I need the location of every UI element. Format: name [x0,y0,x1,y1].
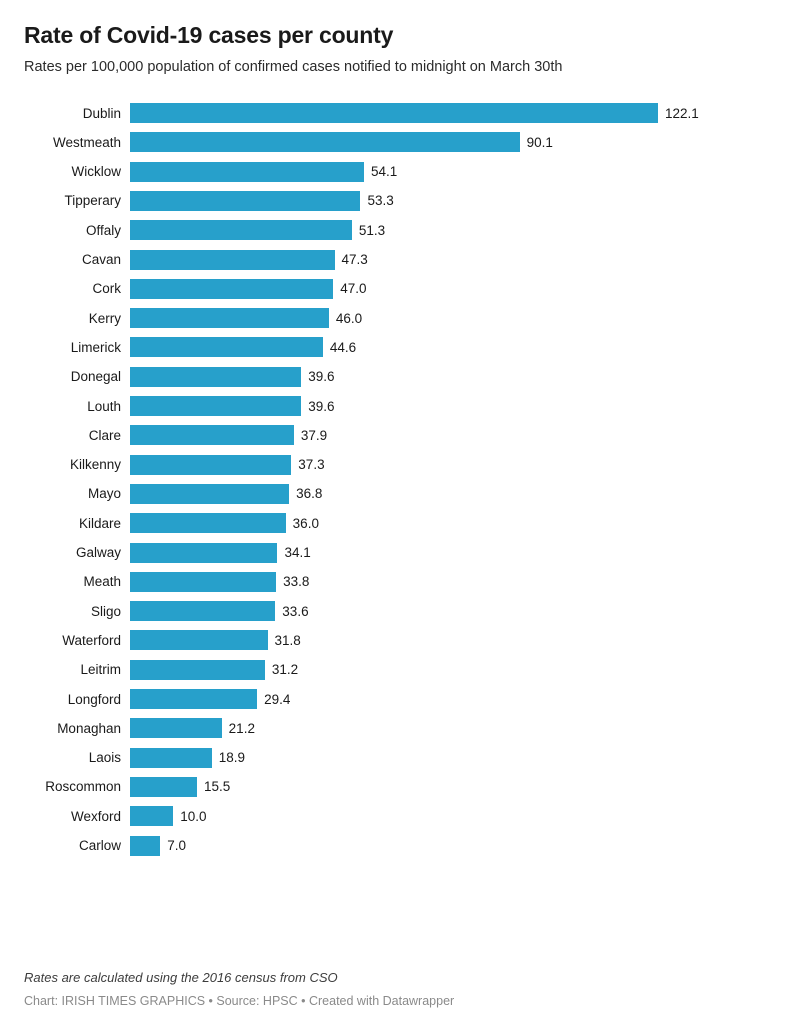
bar-category-label: Longford [67,691,121,707]
bar-track [130,245,776,274]
bar-fill [130,425,294,445]
bar-track [130,743,776,772]
bar-track [130,772,776,801]
bar-fill [130,103,658,123]
bar-value-label: 47.3 [341,252,368,268]
bar-value-label: 44.6 [329,339,357,355]
bar-fill [130,191,360,211]
bar-fill [130,396,301,416]
bar-row [24,304,776,333]
bar-track [130,216,776,245]
bar-category-label: Mayo [87,486,121,502]
bar-category-label: Laois [88,750,121,766]
bar-row [24,333,776,362]
bar-row [24,186,776,215]
bar-fill [130,250,335,270]
bar-value-label: 47.0 [340,281,367,297]
bar-row [24,128,776,157]
bar-track [130,509,776,538]
bar-category-label: Westmeath [52,134,121,150]
bar-track [130,596,776,625]
bar-category-label: Monaghan [57,720,121,736]
bar-category-label: Sligo [90,603,121,619]
bar-category-label: Donegal [70,369,121,385]
bar-row [24,157,776,186]
bar-value-label: 33.6 [282,603,309,619]
bar-value-label: 54.1 [370,164,398,180]
bar-row [24,655,776,684]
bar-value-label: 46.0 [335,310,363,326]
bar-row [24,596,776,625]
bar-track [130,304,776,333]
bar-row [24,831,776,860]
bar-category-label: Leitrim [80,662,121,678]
bar-value-label: 15.5 [204,779,231,795]
bar-fill [130,513,286,533]
chart-subtitle: Rates per 100,000 population of confirmed cases notified to midnight on March 30th [24,58,563,75]
bar-track [130,626,776,655]
bar-value-label: 34.1 [284,545,311,561]
bar-fill [130,308,329,328]
bar-row [24,567,776,596]
bar-row [24,391,776,420]
bar-row [24,802,776,831]
bar-category-label: Meath [83,574,121,590]
bar-track [130,128,776,157]
bar-fill [130,718,222,738]
footer-note: Rates are calculated using the 2016 census from CSO [24,970,338,985]
bar-fill [130,660,265,680]
bar-category-label: Tipperary [64,193,121,209]
bar-value-label: 33.8 [283,574,310,590]
bar-category-label: Carlow [78,838,121,853]
bar-value-label: 37.3 [298,457,325,473]
bar-fill [130,484,289,504]
bar-row [24,479,776,508]
bar-fill [130,748,212,768]
bar-track [130,421,776,450]
bar-fill [130,689,257,709]
bar-row [24,362,776,391]
bar-value-label: 122.1 [665,105,699,121]
bar-category-label: Kilkenny [69,457,121,473]
page-title: Rate of Covid-19 cases per county [24,22,394,48]
bar-value-label: 21.2 [228,720,255,736]
bar-row [24,274,776,303]
bar-value-label: 39.6 [308,398,335,414]
bar-row [24,714,776,743]
left-edge-rule [0,0,3,1030]
bar-fill [130,601,275,621]
bar-track [130,274,776,303]
bar-row [24,772,776,801]
bar-track [130,831,776,860]
bar-track [130,714,776,743]
bar-value-label: 53.3 [367,193,394,209]
bar-category-label: Wexford [70,808,121,824]
bar-value-label: 37.9 [300,427,328,443]
bar-value-label: 10.0 [180,808,207,824]
bar-fill [130,132,520,152]
bar-fill [130,630,268,650]
bar-value-label: 36.0 [292,515,319,531]
bar-category-label: Wicklow [71,164,121,180]
bar-category-label: Cavan [81,252,121,268]
bar-track [130,186,776,215]
bar-track [130,157,776,186]
bar-row [24,684,776,713]
bar-category-label: Galway [75,545,121,561]
bar-row [24,421,776,450]
bar-value-label: 31.2 [271,662,299,678]
bar-category-label: Dublin [82,105,121,121]
bar-category-label: Louth [87,398,121,414]
bar-track [130,98,776,127]
bar-fill [130,220,352,240]
bar-row [24,245,776,274]
bar-row [24,98,776,127]
bar-track [130,479,776,508]
bar-track [130,802,776,831]
bar-fill [130,455,291,475]
bar-value-label: 18.9 [218,750,245,766]
bar-track [130,684,776,713]
bar-row [24,216,776,245]
bar-fill [130,777,197,797]
bar-track [130,450,776,479]
bar-category-label: Limerick [70,339,121,355]
bar-track [130,362,776,391]
bar-fill [130,279,333,299]
bar-value-label: 29.4 [264,691,291,707]
bar-fill [130,162,364,182]
bar-fill [130,543,277,563]
bar-chart-plot [24,98,776,860]
chart-footer [24,970,776,1008]
bar-row [24,743,776,772]
bar-value-label: 51.3 [358,222,386,238]
bar-category-label: Clare [88,427,121,443]
bar-row [24,450,776,479]
bar-fill [130,836,160,856]
bar-fill [130,367,301,387]
bar-value-label: 90.1 [526,134,553,150]
bar-category-label: Offaly [85,222,121,238]
bar-value-label: 39.6 [308,369,335,385]
footer-credit: Chart: IRISH TIMES GRAPHICS • Source: HPSC • Created with Datawrapper [24,994,455,1008]
bar-category-label: Waterford [62,632,121,648]
bar-track [130,567,776,596]
bar-value-label: 7.0 [167,838,187,853]
bar-category-label: Kerry [88,310,121,326]
bar-fill [130,337,323,357]
bar-fill [130,806,173,826]
bar-track [130,333,776,362]
bar-row [24,509,776,538]
bar-category-label: Cork [92,281,121,297]
bar-row [24,538,776,567]
bar-track [130,538,776,567]
bar-track [130,391,776,420]
bar-value-label: 31.8 [274,632,301,648]
bar-fill [130,572,276,592]
bar-value-label: 36.8 [296,486,323,502]
bar-category-label: Kildare [78,515,121,531]
bar-row [24,626,776,655]
bar-track [130,655,776,684]
bar-category-label: Roscommon [45,779,121,795]
